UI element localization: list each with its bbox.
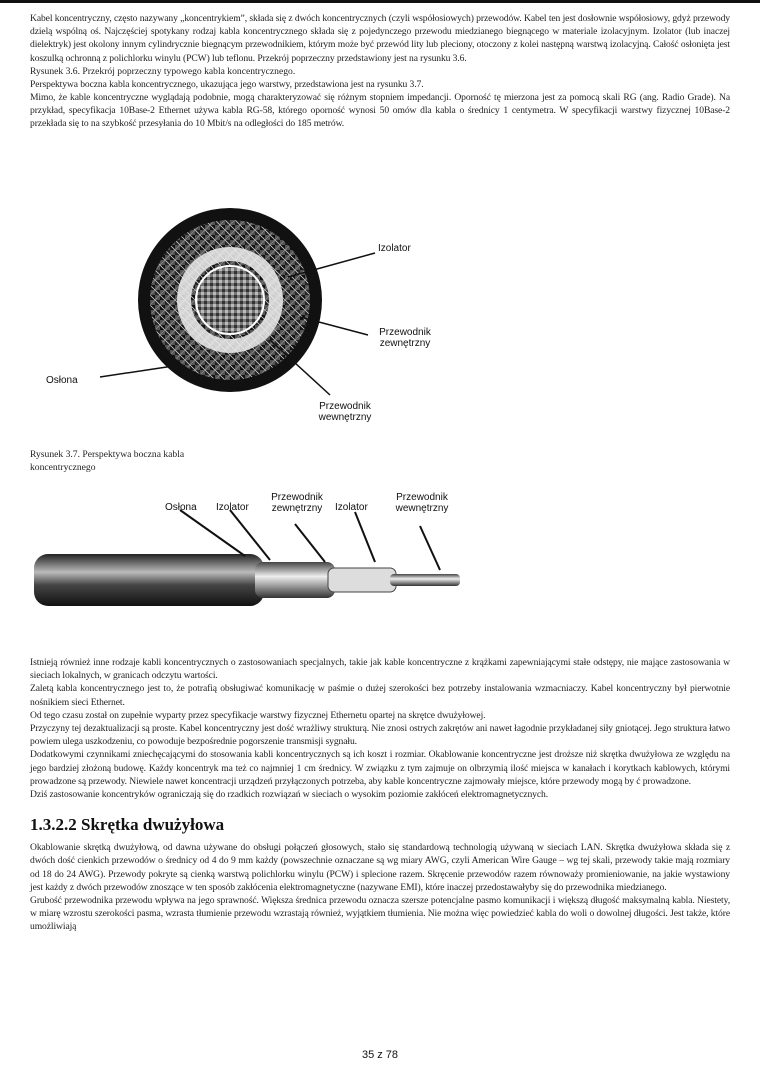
- side-izolator2-pointer: [355, 512, 375, 562]
- section-heading: 1.3.2.2 Skrętka dwużyłowa: [30, 815, 225, 835]
- side-jacket: [34, 554, 264, 606]
- document-page: [30, 12, 730, 131]
- side-insulator: [328, 568, 396, 592]
- intro-paragraph-3: Mimo, że kable koncentryczne wyglądają podobnie, mogą charakteryzować się różnym stopniem impedancji. Oporność tę mierzona jest za pomocą skali RG (ang. Radio Grade). Na przykład, specyfikacja 10Base-2 Ethernet używa kabla RG-58, którego oporność wynosi 50 omów dla kabla o średnicy 1 centymetra. W specyfikacji warstwy fizycznej 10Base-2 przekłada się to na szybkość przesyłania do 10 Mbit/s na odległości do 185 metrów.: [30, 92, 730, 130]
- side-outer-braid: [255, 562, 335, 598]
- label-izolator: Izolator: [378, 243, 411, 254]
- body-paragraph-4: Przyczyny tej dezaktualizacji są proste. Kabel koncentryczny jest dość wrażliwy strukturą. Nie znosi ostrych zakrętów ani nawet łagodnie przykładanej siły gniotącej. Jego struktura łatwo powiem ulega uszkodzeniu, co powoduje bezpośrednie pogorszenie transmisji sygnału.: [30, 723, 730, 748]
- figure-3-6-caption: Rysunek 3.6. Przekrój poprzeczny typowego kabla koncentrycznego.: [30, 65, 296, 77]
- body-paragraph-2: Zaletą kabla koncentrycznego jest to, że potrafią obsługiwać komunikację w paśmie o dużej szerokości bez potrzeby instalowania wzmacniaczy. Kabel koncentryczny był pierwotnie nośnikiem sieci Ethernet.: [30, 683, 730, 708]
- body-paragraph-3: Od tego czasu został on zupełnie wyparty przez specyfikacje warstwy fizycznej Ethernetu opartej na skrętce dwużyłowej.: [30, 709, 486, 721]
- side-label-oslona: Osłona: [165, 502, 197, 513]
- figure-3-7-caption: Rysunek 3.7. Perspektywa boczna kabla koncentrycznego: [30, 449, 185, 473]
- side-label-przewodnik-wewnetrzny: Przewodnik wewnętrzny: [395, 492, 449, 514]
- body-paragraph-1: Istnieją również inne rodzaje kabli koncentrycznych o zastosowaniach specjalnych, takie jak kable koncentryczne z krążkami zapewniającymi stałe odstępy, nie mające zastosowania w sieciach lokalnych, w granicach odczytu wartości.: [30, 657, 730, 682]
- body-paragraph-5: Dodatkowymi czynnikami zniechęcającymi do stosowania kabli koncentrycznych są ich koszt i rozmiar. Okablowanie koncentryczne jest droższe niż skrętka dwużyłowa ze względu na jego bardziej złożoną budowę. Każdy koncentryk ma też co najmniej 1 cm średnicy. W związku z tym zajmuje on olbrzymią ilość miejsca w kanałach i korytkach kablowych, którymi prowadzone są przewody. Niewiele nawet koncentracji urządzeń przyłączonych potrzeba, aby kable koncentryczne zajmowały miejsce, które przewody mogą by ć prowadzone.: [30, 749, 730, 787]
- side-inner-pointer: [420, 526, 440, 570]
- oslona-pointer: [100, 365, 180, 377]
- intro-paragraph-2: Perspektywa boczna kabla koncentrycznego, ukazująca jego warstwy, przedstawiona jest na rysunku 3.7.: [30, 78, 424, 90]
- side-label-przewodnik-zewnetrzny: Przewodnik zewnętrzny: [271, 492, 323, 514]
- body-paragraph-6: Dziś zastosowanie koncentryków ograniczają się do rzadkich rozwiązań w sieciach o wysokim poziomie zakłóceń elektromagnetycznych.: [30, 789, 549, 801]
- label-oslona: Osłona: [46, 375, 78, 386]
- top-border-line: [0, 0, 760, 3]
- side-outer-pointer: [295, 524, 325, 562]
- page-number: 35 z 78: [361, 1049, 399, 1061]
- section-paragraph-2: Grubość przewodnika przewodu wpływa na jego sprawność. Większa średnica przewodu oznacza szersze potencjalne pasmo komunikacji i większą długość maksymalną kabla. Niestety, w miarę wzrostu szerokości pasma, wzrasta tłumienie przewodu wzrastają również, wyjątkiem tłumienia. Nie można więc powiedzieć kabla do woli o dowolnej długości. Jest także, które umożliwiają: [30, 895, 730, 933]
- body-section: [30, 656, 730, 934]
- side-label-izolator-1: Izolator: [216, 502, 249, 513]
- side-inner-conductor: [390, 574, 460, 586]
- label-przewodnik-zewnetrzny: Przewodnik zewnętrzny: [379, 327, 431, 349]
- intro-paragraph-1: Kabel koncentryczny, często nazywany „koncentrykiem”, składa się z dwóch koncentrycznych (czyli współosiowych) przewodów. Kabel ten jest dosłownie współosiowy, gdyż przewody dzielą wspólną oś. Najczęściej spotykany rodzaj kabla koncentrycznego składa się z pojedynczego przewodu miedzianego biegnącego w materiale izolacyjnym. Izolator (lub inaczej dielektryk) jest okolony innym cylindrycznie biegnącym przewodnikiem, którym może być przewód lity lub pleciony, otoczony z kolei następną warstwą izolacyjną. Całość osłonięta jest koszulką ochronną z polichlorku winylu (PCW) lub teflonu. Przekrój poprzeczny przedstawiony jest na rysunku 3.6.: [30, 13, 730, 64]
- side-izolator1-pointer: [230, 510, 270, 560]
- coax-side-view-figure: [30, 488, 470, 618]
- coax-cross-section-drawing: [30, 205, 490, 440]
- side-label-izolator-2: Izolator: [335, 502, 368, 513]
- coax-cross-section-figure: [30, 205, 490, 440]
- label-przewodnik-wewnetrzny: Przewodnik wewnętrzny: [318, 401, 372, 423]
- section-paragraph-1: Okablowanie skrętką dwużyłową, od dawna używane do obsługi połączeń głosowych, stało się standardową technologią używaną w sieciach LAN. Skrętka dwużyłowa składa się z dwóch dość cienkich przewodów o średnicy od 4 do 9 mm każdy (powszechnie oznaczane są wg miary AWG, czyli American Wire Gauge – wg tej skali, przewody takie mają rozmiary od 18 do 24 AWG). Przewody pokryte są cienką warstwą polichlorku winylu (PCW) i splecione razem. Skręcenie przewodów razem równoważy promieniowanie, na jakie wystawiony jest każdy z dwóch przewodów znoszące w ten sposób zakłócenia elektromagnetyczne (nazywane EMI), które inaczej przedostawałyby się do przewodnika miedzianego.: [30, 842, 730, 893]
